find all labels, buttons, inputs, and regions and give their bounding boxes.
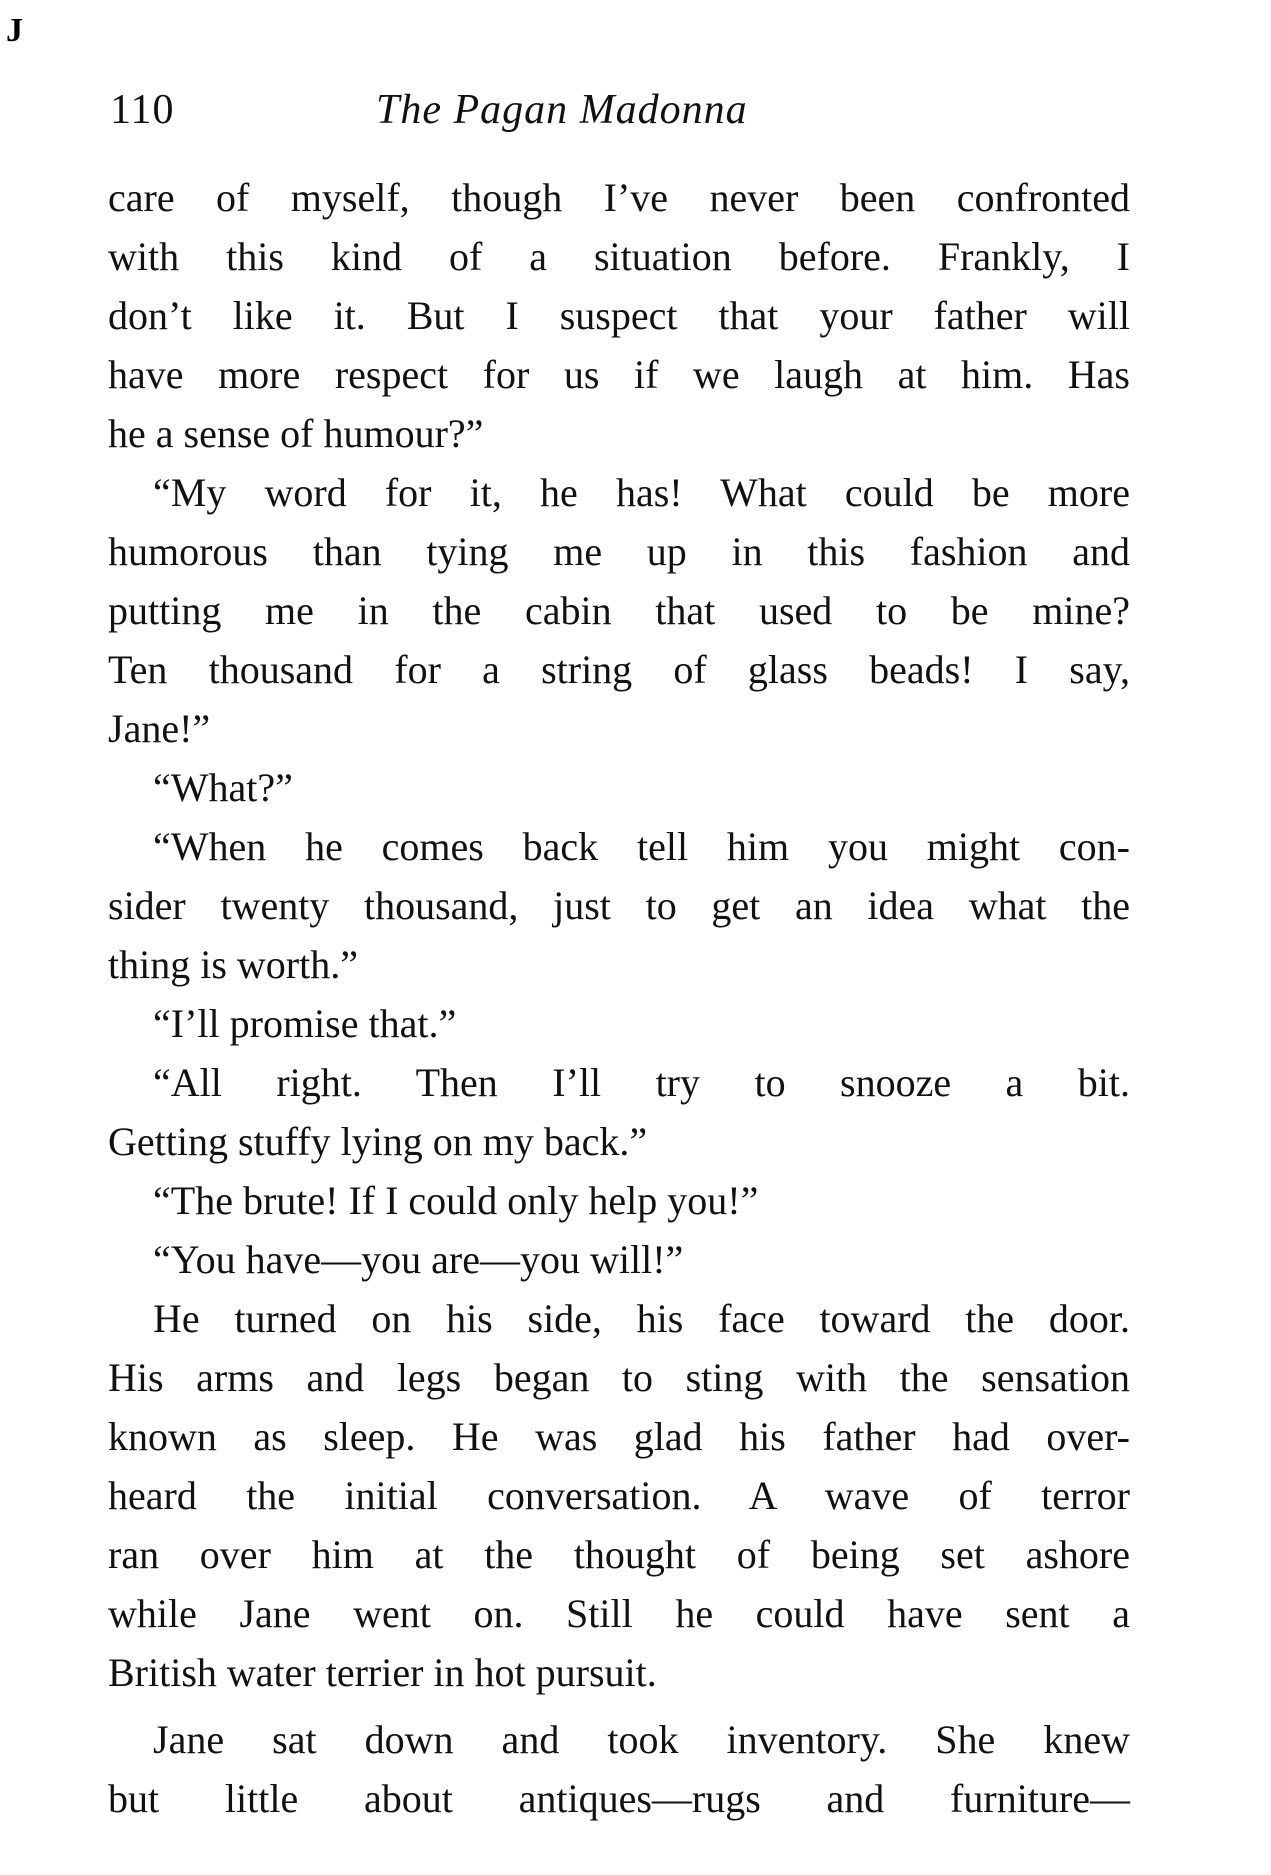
text-line: thing is worth.” bbox=[108, 942, 358, 987]
text-line: heard the initial conversation. A wave of terror bbox=[108, 1473, 1130, 1518]
text-line: he a sense of humour?” bbox=[108, 411, 484, 456]
text-line: “What?” bbox=[153, 765, 293, 810]
text-line: putting me in the cabin that used to be mine? bbox=[108, 588, 1130, 633]
text-line: Jane sat down and took inventory. She knew bbox=[153, 1717, 1130, 1762]
text-line: “All right. Then I’ll try to snooze a bit. bbox=[153, 1060, 1130, 1105]
text-line: Ten thousand for a string of glass beads! I say, bbox=[108, 647, 1130, 692]
text-line: sider twenty thousand, just to get an idea what the bbox=[108, 883, 1130, 928]
text-line: ran over him at the thought of being set ashore bbox=[108, 1532, 1130, 1577]
text-line: but little about antiques—rugs and furniture— bbox=[108, 1776, 1130, 1821]
text-line: “I’ll promise that.” bbox=[153, 1001, 457, 1046]
page-header bbox=[110, 86, 1130, 146]
corner-mark: J bbox=[6, 12, 23, 49]
text-line: “My word for it, he has! What could be more bbox=[153, 470, 1130, 515]
running-title: The Pagan Madonna bbox=[376, 87, 748, 133]
text-line: with this kind of a situation before. Frankly, I bbox=[108, 234, 1130, 279]
paragraph-gap bbox=[108, 1702, 1130, 1710]
body-text bbox=[108, 168, 1130, 1828]
text-line: humorous than tying me up in this fashion and bbox=[108, 529, 1130, 574]
text-line: His arms and legs began to sting with the sensation bbox=[108, 1355, 1130, 1400]
text-line: have more respect for us if we laugh at him. Has bbox=[108, 352, 1130, 397]
text-line: He turned on his side, his face toward the door. bbox=[153, 1296, 1130, 1341]
text-line: care of myself, though I’ve never been confronted bbox=[108, 175, 1130, 220]
text-line: don’t like it. But I suspect that your father will bbox=[108, 293, 1130, 338]
text-line: Jane!” bbox=[108, 706, 211, 751]
text-line: known as sleep. He was glad his father had over- bbox=[108, 1414, 1130, 1459]
text-line: “The brute! If I could only help you!” bbox=[153, 1178, 759, 1223]
text-line: while Jane went on. Still he could have sent a bbox=[108, 1591, 1130, 1636]
text-line: “When he comes back tell him you might con- bbox=[153, 824, 1130, 869]
text-line: British water terrier in hot pursuit. bbox=[108, 1650, 657, 1695]
text-line: “You have—you are—you will!” bbox=[153, 1237, 684, 1282]
text-line: Getting stuffy lying on my back.” bbox=[108, 1119, 648, 1164]
page-number: 110 bbox=[110, 87, 175, 133]
